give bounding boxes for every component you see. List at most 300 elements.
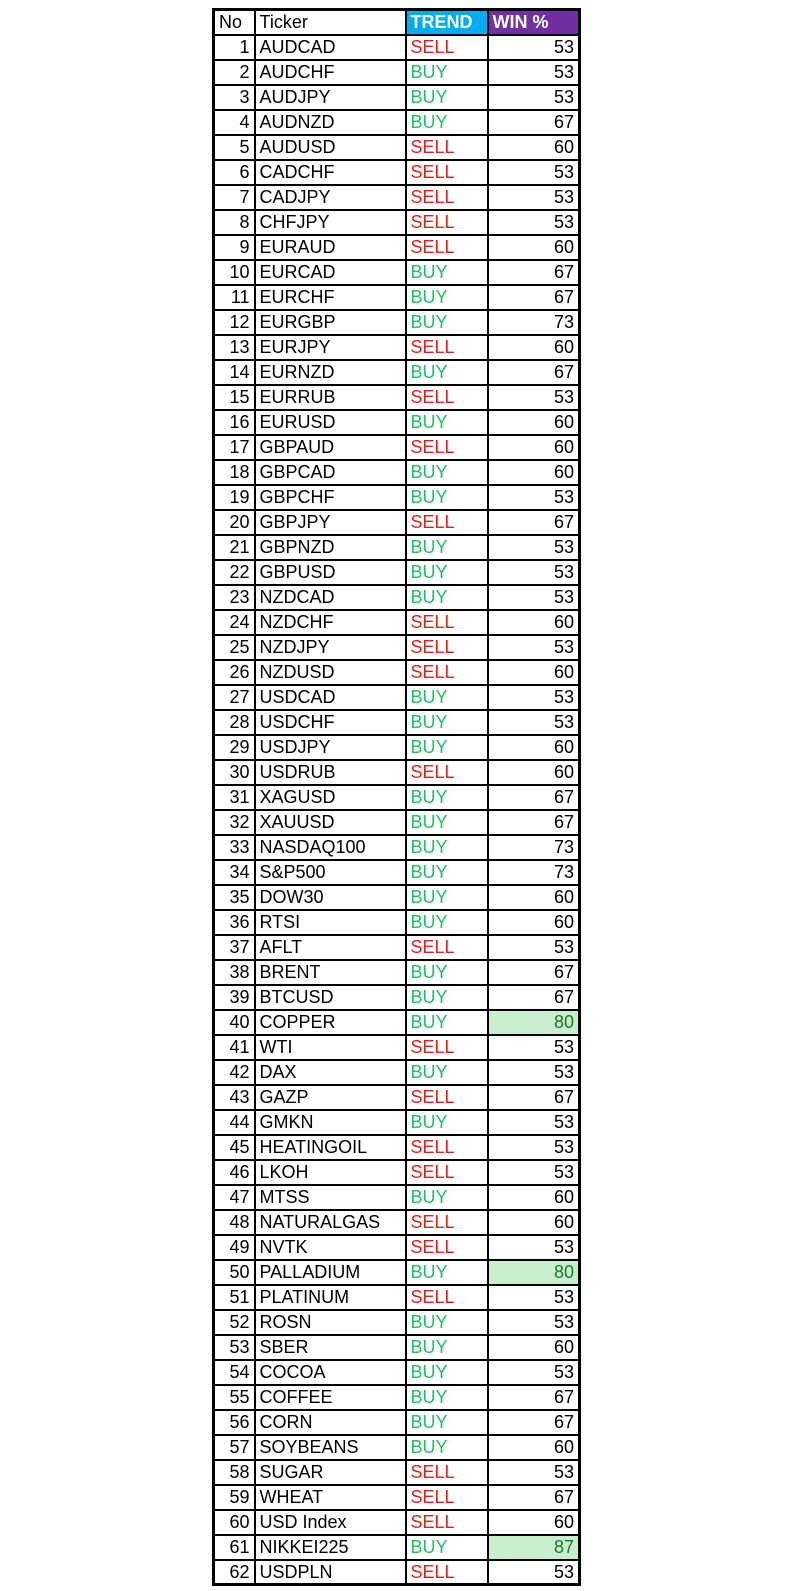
ticker-cell: COCOA: [255, 1360, 406, 1385]
table-row: [214, 1060, 580, 1085]
row-number-cell: 51: [214, 1285, 255, 1310]
win-percent-cell: 60: [488, 335, 580, 360]
trend-cell: BUY: [406, 60, 488, 85]
ticker-cell: EURCAD: [255, 260, 406, 285]
signals-table-container: [212, 8, 581, 1586]
table-row: [214, 1160, 580, 1185]
table-row: [214, 960, 580, 985]
trend-cell: BUY: [406, 310, 488, 335]
row-number-cell: 56: [214, 1410, 255, 1435]
row-number-cell: 36: [214, 910, 255, 935]
row-number-cell: 5: [214, 135, 255, 160]
trend-cell: BUY: [406, 1435, 488, 1460]
ticker-cell: SOYBEANS: [255, 1435, 406, 1460]
win-percent-cell: 80: [488, 1010, 580, 1035]
row-number-cell: 21: [214, 535, 255, 560]
header-ticker: Ticker: [255, 10, 406, 35]
trend-cell: BUY: [406, 735, 488, 760]
win-percent-cell: 60: [488, 760, 580, 785]
win-percent-cell: 53: [488, 160, 580, 185]
ticker-cell: XAUUSD: [255, 810, 406, 835]
trend-cell: BUY: [406, 1260, 488, 1285]
row-number-cell: 12: [214, 310, 255, 335]
row-number-cell: 39: [214, 985, 255, 1010]
win-percent-cell: 53: [488, 1285, 580, 1310]
table-row: [214, 1035, 580, 1060]
table-row: [214, 610, 580, 635]
ticker-cell: USDPLN: [255, 1560, 406, 1585]
table-row: [214, 185, 580, 210]
row-number-cell: 2: [214, 60, 255, 85]
win-percent-cell: 60: [488, 460, 580, 485]
trend-cell: SELL: [406, 610, 488, 635]
ticker-cell: GBPNZD: [255, 535, 406, 560]
ticker-cell: LKOH: [255, 1160, 406, 1185]
table-row: [214, 810, 580, 835]
trend-cell: BUY: [406, 1535, 488, 1560]
table-header: [214, 10, 580, 35]
win-percent-cell: 53: [488, 635, 580, 660]
table-row: [214, 1260, 580, 1285]
row-number-cell: 54: [214, 1360, 255, 1385]
table-row: [214, 1560, 580, 1585]
win-percent-cell: 67: [488, 985, 580, 1010]
ticker-cell: XAGUSD: [255, 785, 406, 810]
win-percent-cell: 60: [488, 135, 580, 160]
row-number-cell: 60: [214, 1510, 255, 1535]
trend-cell: SELL: [406, 935, 488, 960]
header-no: No: [214, 10, 255, 35]
row-number-cell: 10: [214, 260, 255, 285]
ticker-cell: EURRUB: [255, 385, 406, 410]
win-percent-cell: 60: [488, 235, 580, 260]
trend-cell: SELL: [406, 635, 488, 660]
ticker-cell: EURCHF: [255, 285, 406, 310]
win-percent-cell: 60: [488, 410, 580, 435]
win-percent-cell: 60: [488, 735, 580, 760]
ticker-cell: GAZP: [255, 1085, 406, 1110]
trend-cell: SELL: [406, 1560, 488, 1585]
ticker-cell: BTCUSD: [255, 985, 406, 1010]
row-number-cell: 53: [214, 1335, 255, 1360]
ticker-cell: COFFEE: [255, 1385, 406, 1410]
row-number-cell: 26: [214, 660, 255, 685]
trend-cell: BUY: [406, 460, 488, 485]
win-percent-cell: 60: [488, 885, 580, 910]
table-row: [214, 360, 580, 385]
row-number-cell: 25: [214, 635, 255, 660]
table-row: [214, 460, 580, 485]
table-row: [214, 1535, 580, 1560]
ticker-cell: AFLT: [255, 935, 406, 960]
trend-cell: SELL: [406, 1460, 488, 1485]
table-row: [214, 860, 580, 885]
row-number-cell: 11: [214, 285, 255, 310]
trend-cell: SELL: [406, 335, 488, 360]
table-row: [214, 1235, 580, 1260]
win-percent-cell: 67: [488, 1485, 580, 1510]
row-number-cell: 17: [214, 435, 255, 460]
trend-cell: SELL: [406, 435, 488, 460]
table-row: [214, 310, 580, 335]
win-percent-cell: 80: [488, 1260, 580, 1285]
row-number-cell: 7: [214, 185, 255, 210]
trend-cell: SELL: [406, 660, 488, 685]
table-row: [214, 1510, 580, 1535]
ticker-cell: NASDAQ100: [255, 835, 406, 860]
row-number-cell: 31: [214, 785, 255, 810]
table-row: [214, 1185, 580, 1210]
table-row: [214, 835, 580, 860]
win-percent-cell: 53: [488, 1460, 580, 1485]
row-number-cell: 43: [214, 1085, 255, 1110]
row-number-cell: 61: [214, 1535, 255, 1560]
win-percent-cell: 53: [488, 1310, 580, 1335]
win-percent-cell: 53: [488, 1160, 580, 1185]
trend-cell: BUY: [406, 860, 488, 885]
ticker-cell: AUDNZD: [255, 110, 406, 135]
ticker-cell: NATURALGAS: [255, 1210, 406, 1235]
row-number-cell: 38: [214, 960, 255, 985]
table-row: [214, 485, 580, 510]
trend-cell: SELL: [406, 235, 488, 260]
ticker-cell: USDCAD: [255, 685, 406, 710]
table-row: [214, 1135, 580, 1160]
trend-cell: BUY: [406, 260, 488, 285]
win-percent-cell: 53: [488, 485, 580, 510]
win-percent-cell: 53: [488, 60, 580, 85]
trend-cell: SELL: [406, 1210, 488, 1235]
header-win-percent: WIN %: [488, 10, 580, 35]
table-row: [214, 760, 580, 785]
trend-cell: BUY: [406, 835, 488, 860]
ticker-cell: GMKN: [255, 1110, 406, 1135]
trend-cell: BUY: [406, 1410, 488, 1435]
win-percent-cell: 60: [488, 1185, 580, 1210]
table-row: [214, 285, 580, 310]
ticker-cell: DOW30: [255, 885, 406, 910]
row-number-cell: 34: [214, 860, 255, 885]
ticker-cell: CORN: [255, 1410, 406, 1435]
ticker-cell: AUDCAD: [255, 35, 406, 60]
ticker-cell: PALLADIUM: [255, 1260, 406, 1285]
trend-cell: BUY: [406, 1385, 488, 1410]
header-row: [214, 10, 580, 35]
ticker-cell: EURAUD: [255, 235, 406, 260]
table-row: [214, 785, 580, 810]
table-row: [214, 1310, 580, 1335]
trend-cell: BUY: [406, 585, 488, 610]
row-number-cell: 6: [214, 160, 255, 185]
ticker-cell: NIKKEI225: [255, 1535, 406, 1560]
row-number-cell: 13: [214, 335, 255, 360]
table-row: [214, 1110, 580, 1135]
ticker-cell: GBPUSD: [255, 560, 406, 585]
trend-cell: BUY: [406, 410, 488, 435]
trend-cell: SELL: [406, 210, 488, 235]
trend-cell: SELL: [406, 135, 488, 160]
table-row: [214, 1435, 580, 1460]
row-number-cell: 48: [214, 1210, 255, 1235]
row-number-cell: 42: [214, 1060, 255, 1085]
table-row: [214, 85, 580, 110]
table-row: [214, 1360, 580, 1385]
win-percent-cell: 53: [488, 560, 580, 585]
trend-cell: SELL: [406, 1510, 488, 1535]
trend-cell: SELL: [406, 1085, 488, 1110]
row-number-cell: 30: [214, 760, 255, 785]
ticker-cell: SUGAR: [255, 1460, 406, 1485]
trend-cell: SELL: [406, 1485, 488, 1510]
trend-cell: BUY: [406, 360, 488, 385]
trend-cell: BUY: [406, 785, 488, 810]
table-row: [214, 985, 580, 1010]
ticker-cell: CADCHF: [255, 160, 406, 185]
row-number-cell: 40: [214, 1010, 255, 1035]
ticker-cell: EURGBP: [255, 310, 406, 335]
ticker-cell: NZDJPY: [255, 635, 406, 660]
table-row: [214, 1410, 580, 1435]
table-row: [214, 60, 580, 85]
trend-cell: BUY: [406, 960, 488, 985]
win-percent-cell: 60: [488, 435, 580, 460]
win-percent-cell: 53: [488, 185, 580, 210]
table-row: [214, 160, 580, 185]
ticker-cell: WHEAT: [255, 1485, 406, 1510]
win-percent-cell: 67: [488, 285, 580, 310]
trend-cell: BUY: [406, 1310, 488, 1335]
row-number-cell: 29: [214, 735, 255, 760]
table-row: [214, 510, 580, 535]
row-number-cell: 41: [214, 1035, 255, 1060]
ticker-cell: GBPJPY: [255, 510, 406, 535]
table-row: [214, 710, 580, 735]
trend-cell: BUY: [406, 1335, 488, 1360]
row-number-cell: 47: [214, 1185, 255, 1210]
row-number-cell: 55: [214, 1385, 255, 1410]
row-number-cell: 22: [214, 560, 255, 585]
win-percent-cell: 53: [488, 535, 580, 560]
ticker-cell: EURUSD: [255, 410, 406, 435]
win-percent-cell: 60: [488, 610, 580, 635]
trend-cell: SELL: [406, 1035, 488, 1060]
trend-cell: BUY: [406, 1185, 488, 1210]
win-percent-cell: 53: [488, 1060, 580, 1085]
table-row: [214, 1485, 580, 1510]
trend-cell: SELL: [406, 760, 488, 785]
table-row: [214, 235, 580, 260]
table-row: [214, 935, 580, 960]
win-percent-cell: 73: [488, 835, 580, 860]
table-row: [214, 335, 580, 360]
row-number-cell: 49: [214, 1235, 255, 1260]
table-row: [214, 635, 580, 660]
trend-cell: SELL: [406, 160, 488, 185]
win-percent-cell: 53: [488, 1360, 580, 1385]
table-row: [214, 1285, 580, 1310]
win-percent-cell: 60: [488, 1510, 580, 1535]
row-number-cell: 44: [214, 1110, 255, 1135]
ticker-cell: GBPAUD: [255, 435, 406, 460]
table-row: [214, 385, 580, 410]
table-row: [214, 735, 580, 760]
win-percent-cell: 60: [488, 1435, 580, 1460]
trend-cell: BUY: [406, 810, 488, 835]
row-number-cell: 16: [214, 410, 255, 435]
win-percent-cell: 53: [488, 210, 580, 235]
table-body: [214, 35, 580, 1585]
ticker-cell: NVTK: [255, 1235, 406, 1260]
row-number-cell: 57: [214, 1435, 255, 1460]
win-percent-cell: 67: [488, 360, 580, 385]
ticker-cell: USDCHF: [255, 710, 406, 735]
trend-cell: SELL: [406, 1160, 488, 1185]
win-percent-cell: 87: [488, 1535, 580, 1560]
row-number-cell: 62: [214, 1560, 255, 1585]
row-number-cell: 50: [214, 1260, 255, 1285]
win-percent-cell: 67: [488, 1085, 580, 1110]
table-row: [214, 910, 580, 935]
trend-cell: BUY: [406, 985, 488, 1010]
ticker-cell: USDJPY: [255, 735, 406, 760]
trend-cell: BUY: [406, 885, 488, 910]
trend-cell: BUY: [406, 535, 488, 560]
table-row: [214, 1460, 580, 1485]
row-number-cell: 15: [214, 385, 255, 410]
ticker-cell: BRENT: [255, 960, 406, 985]
trend-cell: BUY: [406, 1010, 488, 1035]
trend-cell: BUY: [406, 485, 488, 510]
ticker-cell: AUDUSD: [255, 135, 406, 160]
row-number-cell: 1: [214, 35, 255, 60]
table-row: [214, 1385, 580, 1410]
ticker-cell: NZDCHF: [255, 610, 406, 635]
table-row: [214, 410, 580, 435]
win-percent-cell: 53: [488, 1135, 580, 1160]
row-number-cell: 28: [214, 710, 255, 735]
ticker-cell: EURJPY: [255, 335, 406, 360]
win-percent-cell: 53: [488, 1035, 580, 1060]
trend-cell: BUY: [406, 910, 488, 935]
ticker-cell: CHFJPY: [255, 210, 406, 235]
row-number-cell: 46: [214, 1160, 255, 1185]
row-number-cell: 59: [214, 1485, 255, 1510]
trend-cell: BUY: [406, 1060, 488, 1085]
trend-cell: BUY: [406, 710, 488, 735]
win-percent-cell: 67: [488, 110, 580, 135]
row-number-cell: 45: [214, 1135, 255, 1160]
win-percent-cell: 53: [488, 1560, 580, 1585]
ticker-cell: AUDCHF: [255, 60, 406, 85]
trend-cell: BUY: [406, 85, 488, 110]
win-percent-cell: 67: [488, 1385, 580, 1410]
row-number-cell: 9: [214, 235, 255, 260]
row-number-cell: 37: [214, 935, 255, 960]
ticker-cell: CADJPY: [255, 185, 406, 210]
header-trend: TREND: [406, 10, 488, 35]
row-number-cell: 23: [214, 585, 255, 610]
table-row: [214, 260, 580, 285]
ticker-cell: USD Index: [255, 1510, 406, 1535]
trend-cell: BUY: [406, 285, 488, 310]
win-percent-cell: 60: [488, 660, 580, 685]
win-percent-cell: 67: [488, 1410, 580, 1435]
ticker-cell: SBER: [255, 1335, 406, 1360]
win-percent-cell: 53: [488, 935, 580, 960]
row-number-cell: 19: [214, 485, 255, 510]
win-percent-cell: 67: [488, 960, 580, 985]
trend-cell: SELL: [406, 1135, 488, 1160]
win-percent-cell: 73: [488, 310, 580, 335]
ticker-cell: MTSS: [255, 1185, 406, 1210]
ticker-cell: COPPER: [255, 1010, 406, 1035]
trend-cell: SELL: [406, 385, 488, 410]
table-row: [214, 1210, 580, 1235]
table-row: [214, 685, 580, 710]
row-number-cell: 52: [214, 1310, 255, 1335]
trend-cell: BUY: [406, 685, 488, 710]
ticker-cell: ROSN: [255, 1310, 406, 1335]
win-percent-cell: 60: [488, 1210, 580, 1235]
trend-cell: SELL: [406, 35, 488, 60]
ticker-cell: USDRUB: [255, 760, 406, 785]
ticker-cell: S&P500: [255, 860, 406, 885]
ticker-cell: EURNZD: [255, 360, 406, 385]
row-number-cell: 58: [214, 1460, 255, 1485]
win-percent-cell: 53: [488, 585, 580, 610]
ticker-cell: WTI: [255, 1035, 406, 1060]
trend-cell: BUY: [406, 1360, 488, 1385]
ticker-cell: RTSI: [255, 910, 406, 935]
win-percent-cell: 53: [488, 685, 580, 710]
row-number-cell: 3: [214, 85, 255, 110]
row-number-cell: 32: [214, 810, 255, 835]
ticker-cell: GBPCHF: [255, 485, 406, 510]
table-row: [214, 560, 580, 585]
table-row: [214, 435, 580, 460]
table-row: [214, 1335, 580, 1360]
win-percent-cell: 53: [488, 1235, 580, 1260]
ticker-cell: HEATINGOIL: [255, 1135, 406, 1160]
row-number-cell: 4: [214, 110, 255, 135]
row-number-cell: 33: [214, 835, 255, 860]
trend-cell: BUY: [406, 560, 488, 585]
row-number-cell: 18: [214, 460, 255, 485]
table-row: [214, 135, 580, 160]
ticker-cell: NZDUSD: [255, 660, 406, 685]
win-percent-cell: 67: [488, 810, 580, 835]
table-row: [214, 35, 580, 60]
win-percent-cell: 73: [488, 860, 580, 885]
trend-cell: BUY: [406, 1110, 488, 1135]
table-row: [214, 1010, 580, 1035]
row-number-cell: 14: [214, 360, 255, 385]
signals-table: [212, 8, 581, 1586]
row-number-cell: 20: [214, 510, 255, 535]
ticker-cell: NZDCAD: [255, 585, 406, 610]
table-row: [214, 110, 580, 135]
win-percent-cell: 53: [488, 385, 580, 410]
trend-cell: SELL: [406, 185, 488, 210]
win-percent-cell: 67: [488, 785, 580, 810]
win-percent-cell: 53: [488, 35, 580, 60]
trend-cell: BUY: [406, 110, 488, 135]
win-percent-cell: 53: [488, 85, 580, 110]
row-number-cell: 24: [214, 610, 255, 635]
row-number-cell: 8: [214, 210, 255, 235]
win-percent-cell: 53: [488, 1110, 580, 1135]
trend-cell: SELL: [406, 510, 488, 535]
